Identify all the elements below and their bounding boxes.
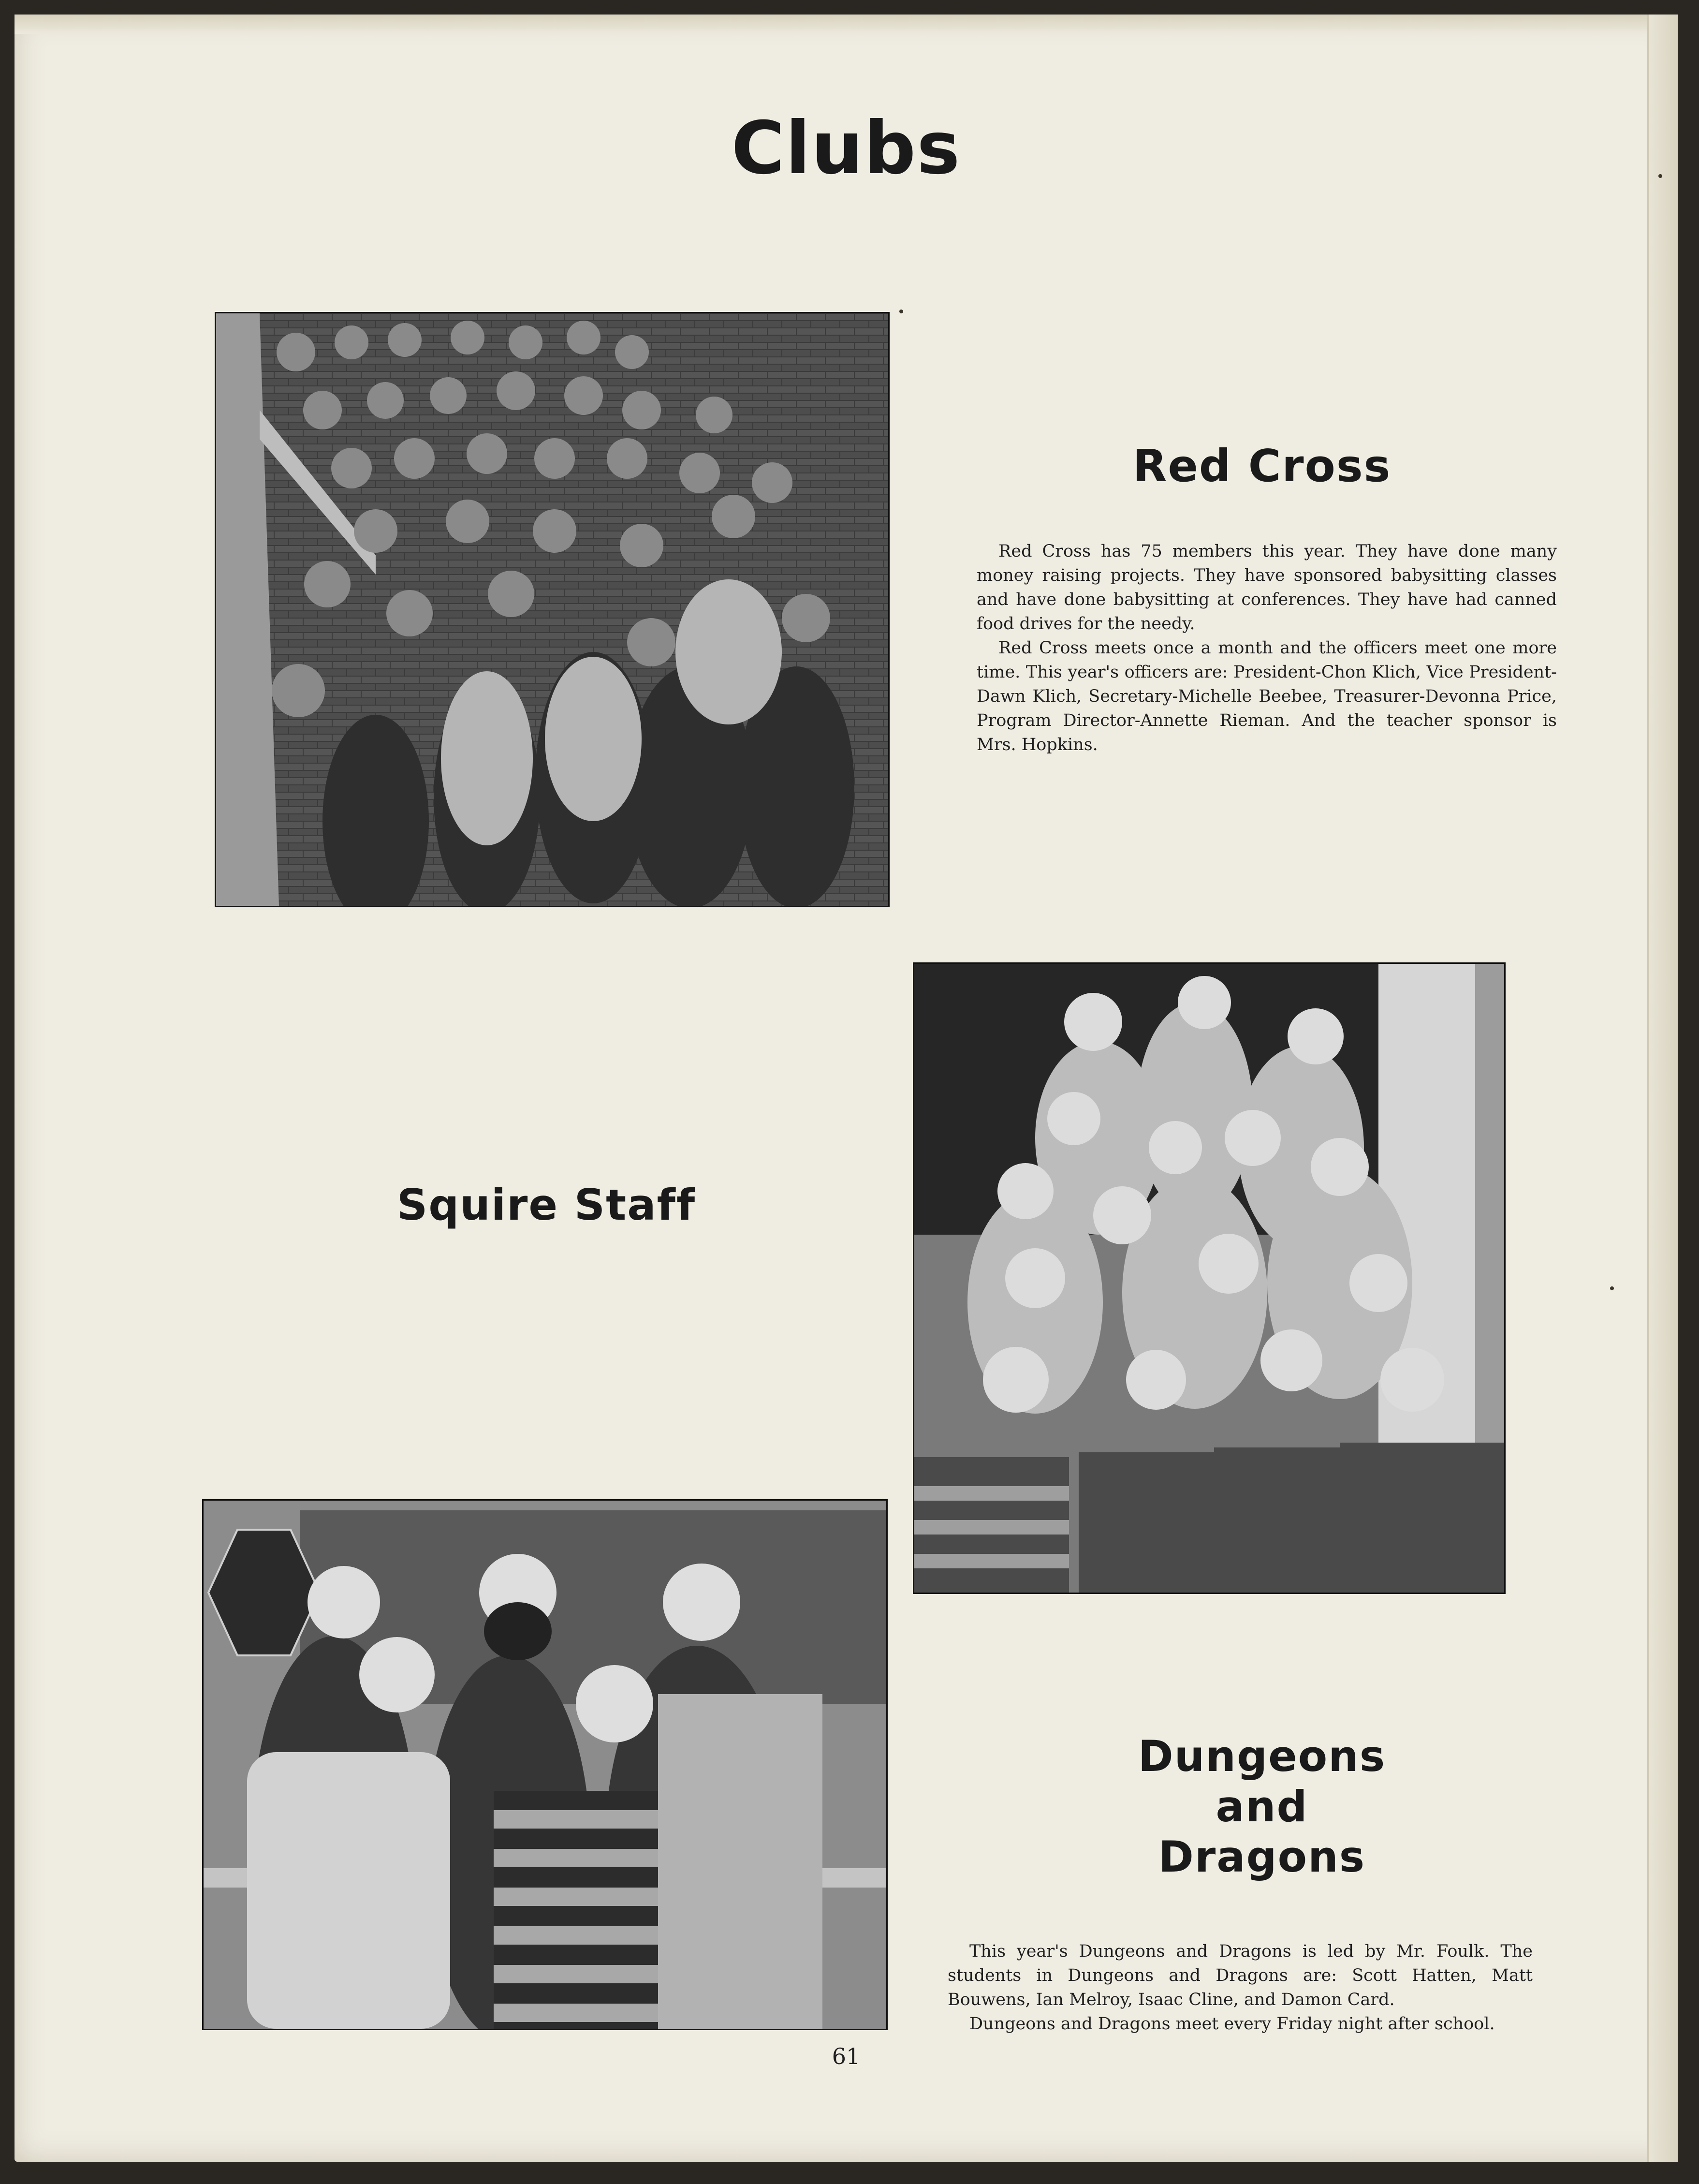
red-cross-text xyxy=(977,539,1557,757)
red-cross-group-photo xyxy=(215,312,890,907)
page-title: Clubs xyxy=(731,106,961,191)
page-top-edge xyxy=(15,15,1678,34)
squire-staff-group-photo xyxy=(913,962,1506,1594)
paper-speck xyxy=(1610,1286,1614,1290)
dd-title-line: and xyxy=(1216,1782,1308,1831)
dungeons-and-dragons-heading xyxy=(1069,1731,1455,1882)
dd-paragraph: Dungeons and Dragons meet every Friday night after school. xyxy=(969,2014,1495,2034)
red-cross-paragraph: Red Cross meets once a month and the officers meet one more time. This year's officers are: President-Chon Klich, Vice President-Dawn Klich, Secretary-Michelle Beebee, Treasurer-Devonna Price, Program Director-Annette Rieman. And the teacher sponsor is Mrs. Hopkins. xyxy=(977,638,1557,754)
page-number: 61 xyxy=(832,2043,861,2069)
page-binding-edge xyxy=(1647,15,1678,2162)
dd-paragraph: This year's Dungeons and Dragons is led by Mr. Foulk. The students in Dungeons and Dragons are: Scott Hatten, Matt Bouwens, Ian Melroy, Isaac Cline, and Damon Card. xyxy=(948,1942,1533,2009)
dd-title-line: Dragons xyxy=(1158,1832,1366,1882)
paper-speck xyxy=(899,310,903,313)
paper-speck xyxy=(1658,174,1662,178)
dungeons-and-dragons-group-photo xyxy=(202,1499,888,2030)
yearbook-page xyxy=(15,15,1678,2162)
squire-staff-heading: Squire Staff xyxy=(396,1180,696,1230)
red-cross-heading: Red Cross xyxy=(1132,440,1391,492)
dungeons-and-dragons-text xyxy=(948,1939,1533,2036)
red-cross-paragraph: Red Cross has 75 members this year. They have done many money raising projects. They have sponsored babysitting classes and have done babysitting at conferences. They have had canned food drives for the needy. xyxy=(977,542,1557,634)
dd-title-line: Dungeons xyxy=(1138,1731,1386,1781)
